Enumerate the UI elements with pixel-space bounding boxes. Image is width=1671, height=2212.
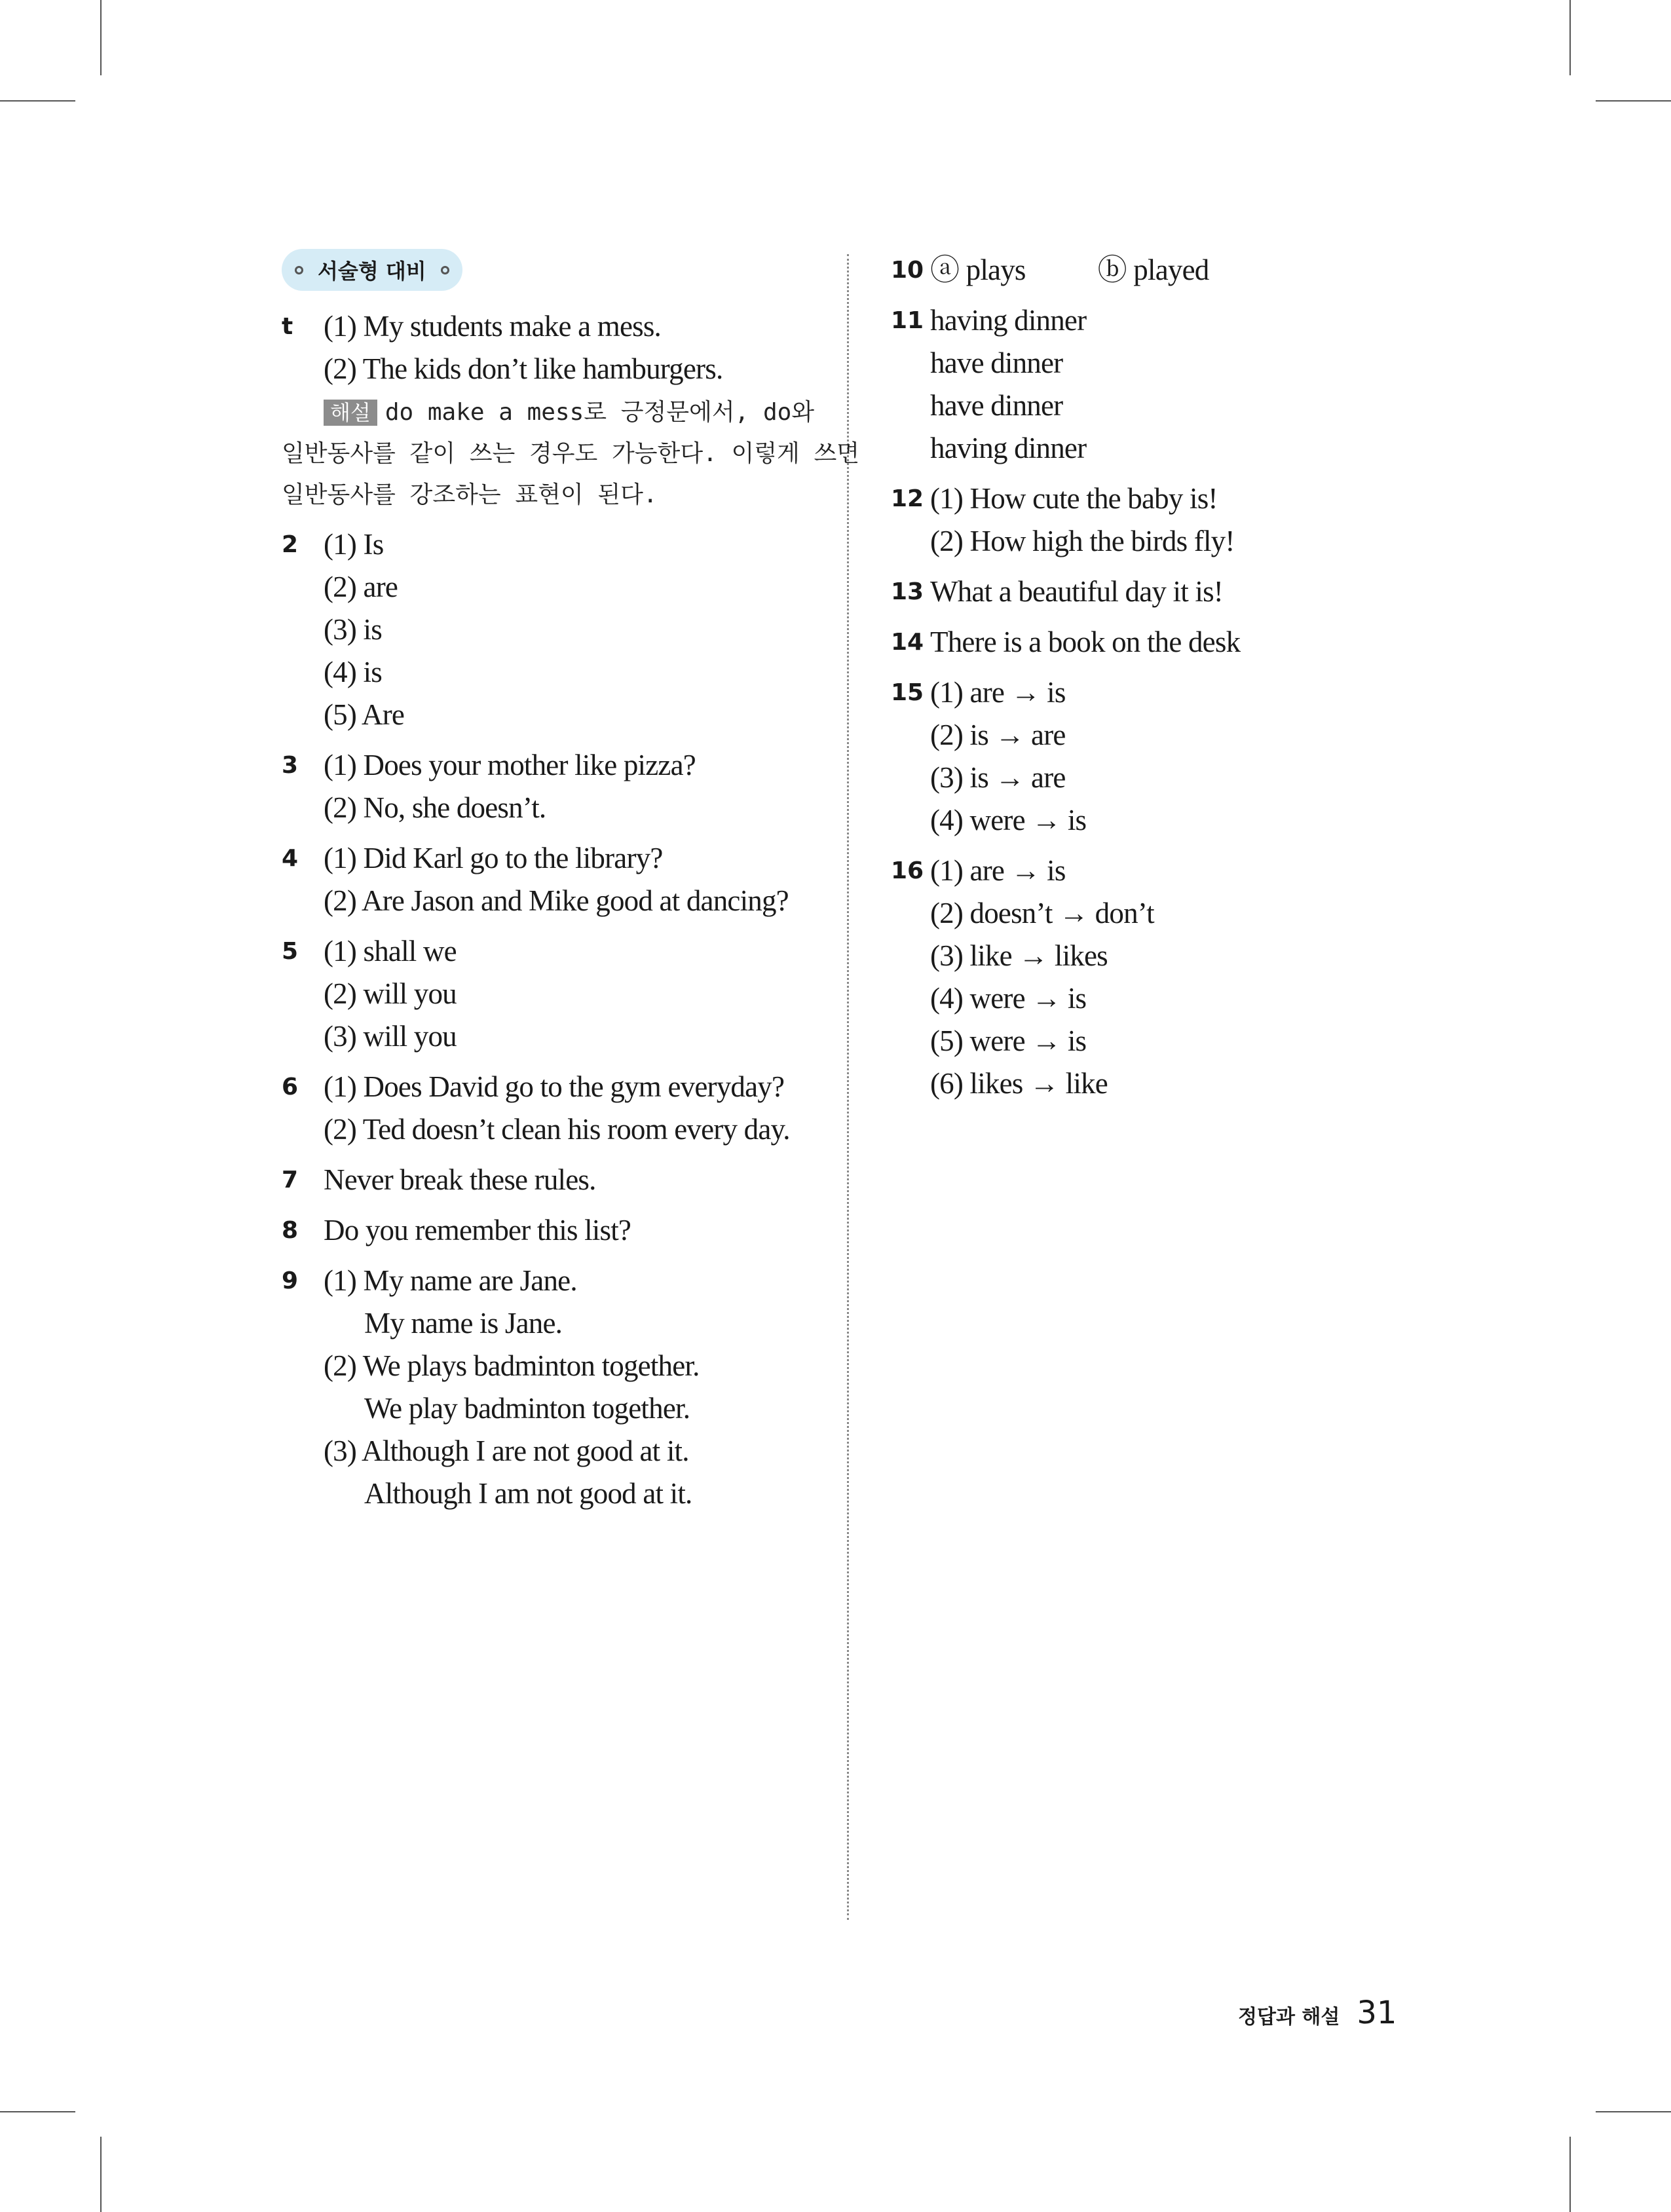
item-number: 10: [891, 257, 924, 284]
answer-line: (1) Does your mother like pizza?: [324, 749, 696, 781]
bullet-circle-icon: [441, 266, 449, 274]
item-number: 5: [282, 938, 299, 965]
answer-item-12: [891, 478, 1389, 563]
answer-line: (6) likes → like: [930, 1067, 1108, 1100]
answer-item-7: [282, 1159, 819, 1201]
crop-mark: [1569, 2137, 1571, 2212]
answer-line: (2) The kids don’t like hamburgers.: [324, 352, 723, 385]
explanation-text: do make a mess로 긍정문에서, do와: [385, 399, 815, 426]
right-column: [891, 249, 1389, 1113]
answer-line: (2) We plays badminton together.: [324, 1349, 700, 1382]
item-number: 14: [891, 629, 924, 656]
answer-line: (2) are: [324, 571, 398, 603]
answer-item-15: [891, 671, 1389, 842]
answer-line: (2) How high the birds fly!: [930, 525, 1235, 557]
answer-item-11: [891, 299, 1389, 470]
answer-line: (4) is: [324, 656, 382, 688]
answer-item-10: [891, 249, 1389, 291]
answer-item-4: [282, 837, 819, 922]
answer-line: have dinner: [930, 389, 1063, 422]
answer-line: (3) will you: [324, 1020, 457, 1053]
answer-line: (3) Although I are not good at it.: [324, 1434, 689, 1467]
answer-item-6: [282, 1066, 819, 1151]
answer-line: Do you remember this list?: [324, 1214, 631, 1247]
item-number: t: [282, 313, 293, 340]
answer-line: (3) like → likes: [930, 939, 1108, 972]
item-number: 8: [282, 1217, 299, 1244]
answer-line: (5) Are: [324, 698, 405, 731]
answer-item-13: [891, 571, 1389, 613]
item-number: 3: [282, 752, 299, 779]
item-number: 6: [282, 1074, 299, 1100]
crop-mark: [1596, 2111, 1671, 2112]
answer-line: What a beautiful day it is!: [930, 575, 1223, 608]
item-number: 4: [282, 845, 299, 872]
answer-line: (2) Are Jason and Mike good at dancing?: [324, 884, 789, 917]
section-badge-label: 서술형 대비: [318, 259, 426, 284]
answer-item-3: [282, 744, 819, 829]
explanation-text: 일반동사를 같이 쓰는 경우도 가능한다. 이렇게 쓰면: [282, 440, 860, 467]
answer-item-8: [282, 1209, 819, 1252]
item-number: 16: [891, 857, 924, 884]
answer-line: (1) Is: [324, 528, 384, 561]
answer-item-16: [891, 850, 1389, 1105]
answer-line: (1) My students make a mess.: [324, 310, 662, 343]
section-badge: [282, 249, 462, 291]
answer-line: (3) is → are: [930, 761, 1066, 794]
corrected-line: Although I am not good at it.: [364, 1477, 692, 1510]
crop-mark: [0, 2111, 75, 2112]
bullet-circle-icon: [295, 266, 303, 274]
item-number: 13: [891, 578, 924, 605]
answer-item-2: [282, 523, 819, 736]
explanation-text: 일반동사를 강조하는 표현이 된다.: [282, 481, 658, 508]
answer-line: (1) Does David go to the gym everyday?: [324, 1070, 785, 1103]
answer-line: (4) were → is: [930, 982, 1087, 1015]
answer-line: (1) shall we: [324, 935, 457, 967]
answer-line: (5) were → is: [930, 1024, 1087, 1057]
crop-mark: [0, 100, 75, 102]
answer-line: having dinner: [930, 432, 1087, 464]
answer-line: (4) were → is: [930, 804, 1087, 836]
page-footer: [1238, 1995, 1397, 2031]
answer-line: (2) will you: [324, 977, 457, 1010]
footer-label: 정답과 해설: [1238, 2006, 1340, 2029]
item-number: 15: [891, 679, 924, 706]
item-number: 2: [282, 531, 299, 558]
crop-mark: [1569, 0, 1571, 75]
answer-item-14: [891, 621, 1389, 664]
answer-item-5: [282, 930, 819, 1058]
answer-line: (2) doesn’t → don’t: [930, 897, 1154, 929]
answer-line: (1) Did Karl go to the library?: [324, 842, 663, 874]
answer-item-t: [282, 305, 860, 516]
answer-line: (1) My name are Jane.: [324, 1264, 577, 1297]
explanation-note: [282, 392, 859, 516]
answer-line: (3) is: [324, 613, 382, 646]
item-number: 12: [891, 485, 924, 512]
answer-choice-b: ⓑ played: [1097, 253, 1209, 286]
answer-line: There is a book on the desk: [930, 626, 1241, 658]
crop-mark: [100, 0, 102, 75]
left-column: [282, 249, 860, 1523]
answer-line: (2) No, she doesn’t.: [324, 791, 546, 824]
page-number: 31: [1357, 1995, 1397, 2031]
answer-line: have dinner: [930, 347, 1063, 379]
answer-line: (1) are → is: [930, 854, 1066, 887]
corrected-line: My name is Jane.: [364, 1307, 563, 1340]
answer-line: Never break these rules.: [324, 1163, 596, 1196]
answer-item-9: [282, 1260, 819, 1515]
item-number: 9: [282, 1267, 299, 1294]
explanation-badge: 해설: [324, 400, 377, 426]
answer-line: (2) is → are: [930, 719, 1066, 751]
item-number: 11: [891, 307, 924, 334]
answer-line: having dinner: [930, 304, 1087, 337]
answer-line: (2) Ted doesn’t clean his room every day.: [324, 1113, 790, 1146]
crop-mark: [1596, 100, 1671, 102]
corrected-line: We play badminton together.: [364, 1392, 690, 1425]
answer-line: (1) are → is: [930, 676, 1066, 709]
answer-choice-a: ⓐ plays: [930, 253, 1026, 286]
item-number: 7: [282, 1167, 299, 1193]
crop-mark: [100, 2137, 102, 2212]
answer-line: (1) How cute the baby is!: [930, 482, 1218, 515]
